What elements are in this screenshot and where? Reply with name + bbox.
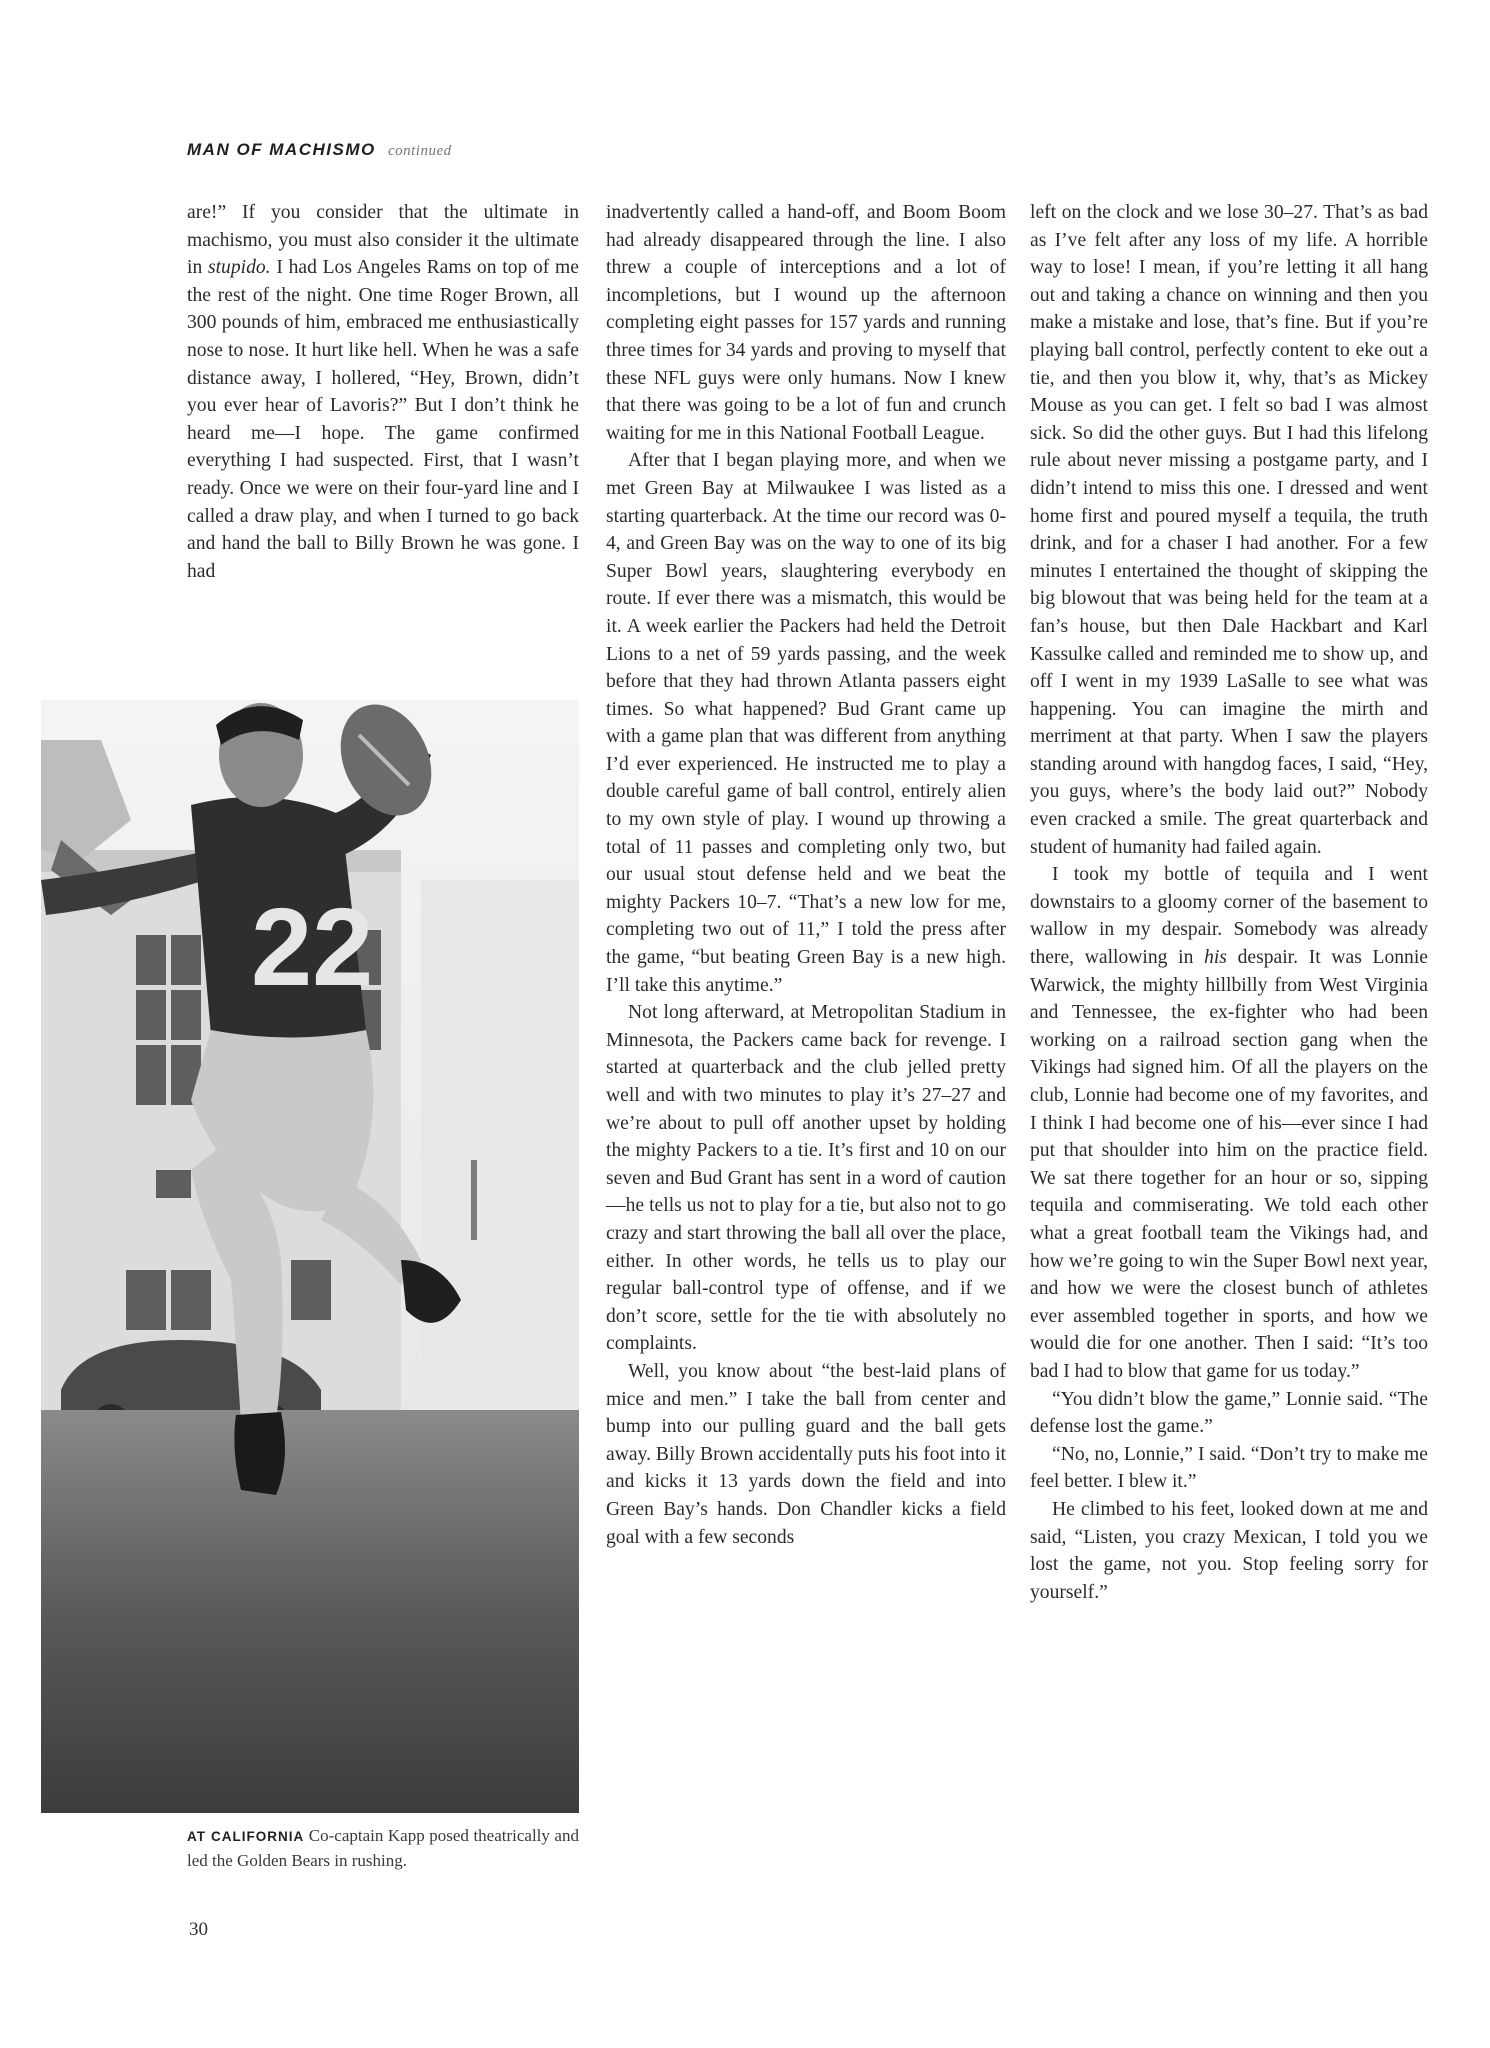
text-run: are!” If you consider that the ultimate in machismo, you must also consider it the ultimate in: [187, 202, 579, 279]
caption-text: Co-captain Kapp posed theatrically and led the Golden Bears in rushing.: [187, 1826, 579, 1870]
article-column-1: [187, 199, 579, 585]
paragraph: Well, you know about “the best-laid plans of mice and men.” I take the ball from center and bump into our pulling guard and the ball gets away. Billy Brown accidentally puts his foot into it and kicks it 13 yards down the field and into Green Bay’s hands. Don Chandler kicks a field goal with a few seconds: [606, 1360, 1006, 1548]
text-run: I took my bottle of tequila and I went downstairs to a gloomy corner of the basement to wallow in my despair. Somebody was already there, wallowing in: [1030, 864, 1428, 969]
paragraph: left on the clock and we lose 30–27. That’s as bad as I’ve felt after any loss of my life. A horrible way to lose! I mean, if you’re letting it all hang out and taking a chance on winning and then you make a mistake and lose, that’s fine. But if you’re playing ball control, perfectly content to eke out a tie, and then you blow it, why, that’s as Mickey Mouse as you can get. I felt so bad I was almost sick. So did the other guys. But I had this lifelong rule about never missing a postgame party, and I didn’t intend to miss this one. I dressed and went home first and poured myself a tequila, the truth drink, and for a chaser I had another. For a few minutes I entertained the thought of skipping the big blowout that was being held for the team at a fan’s house, but then Dale Hackbart and Karl Kassulke called and reminded me to show up, and off I went in my 1939 LaSalle to see what was happening. You can imagine the mirth and merriment at that party. When I saw the players standing around with hangdog faces, I said, “Hey, you guys, where’s the body laid out?” Nobody even cracked a smile. The great quarterback and student of humanity had failed again.: [1030, 202, 1428, 858]
football-player-photo: [41, 700, 579, 1813]
paragraph: He climbed to his feet, looked down at me and said, “Listen, you crazy Mexican, I told you we lost the game, not you. Stop feeling sorry for yourself.”: [1030, 1498, 1428, 1603]
paragraph: “You didn’t blow the game,” Lonnie said. “The defense lost the game.”: [1030, 1388, 1428, 1438]
article-column-3: [1030, 199, 1428, 1606]
text-run: I had Los Angeles Rams on top of me the rest of the night. One time Roger Brown, all 300 pounds of him, embraced me enthusiastically nose to nose. It hurt like hell. When he was a safe distance away, I hollered, “Hey, Brown, didn’t you ever hear of Lavoris?” But I don’t think he heard me—I hope. The game confirmed everything I had suspected. First, that I wasn’t ready. Once we were on their four-yard line and I called a draw play, and when I turned to go back and hand the ball to Billy Brown he was gone. I had: [187, 257, 579, 582]
paragraph: Not long afterward, at Metropolitan Stadium in Minnesota, the Packers came back for revenge. I started at quarterback and the club jelled pretty well and with two minutes to play it’s 27–27 and we’re about to pull off another upset by holding the mighty Packers to a tie. It’s first and 10 on our seven and Bud Grant has sent in a word of caution—he tells us not to play for a tie, but also not to go crazy and start throwing the ball all over the place, either. In other words, he tells us to play our regular ball-control type of offense, and if we don’t score, settle for the tie with absolutely no complaints.: [606, 1002, 1006, 1355]
paragraph: inadvertently called a hand-off, and Boom Boom had already disappeared through the line. I also threw a couple of interceptions and a lot of incompletions, but I wound up the afternoon completing eight passes for 157 yards and running three times for 34 yards and proving to myself that these NFL guys were only humans. Now I knew that there was going to be a lot of fun and crunch waiting for me in this National Football League.: [606, 202, 1006, 444]
running-head-continued: continued: [387, 143, 452, 159]
caption-lead: AT CALIFORNIA: [187, 1829, 305, 1844]
running-head: [187, 140, 452, 160]
jersey-number: 22: [251, 886, 374, 1009]
paragraph: [1030, 861, 1428, 1385]
running-head-title: MAN OF MACHISMO: [187, 140, 376, 159]
text-run: despair. It was Lonnie Warwick, the mighty hillbilly from West Virginia and Tennessee, the ex-fighter who had been working on a railroad section gang when the Vikings had signed him. Of all the players on the club, Lonnie had become one of my favorites, and I think I had become one of his—ever since I had put that shoulder into him on the practice field. We sat there together for an hour or so, sipping tequila and commiserating. We told each other what a great football team the Vikings had, and how we’re going to win the Super Bowl next year, and how we were the closest bunch of athletes ever assembled together in sports, and how we would die for one another. Then I said: “It’s too bad I had to blow that game for us today.”: [1030, 947, 1428, 1382]
photo-caption: [187, 1824, 579, 1873]
paragraph: [187, 199, 579, 585]
emphasis-text: stupido.: [207, 257, 271, 279]
article-column-2: [606, 199, 1006, 1551]
emphasis-text: his: [1204, 947, 1227, 969]
page-number: 30: [189, 1919, 208, 1940]
paragraph: “No, no, Lonnie,” I said. “Don’t try to make me feel better. I blew it.”: [1030, 1443, 1428, 1493]
paragraph: After that I began playing more, and when we met Green Bay at Milwaukee I was listed as a starting quarterback. At the time our record was 0-4, and Green Bay was on the way to one of its big Super Bowl years, slaughtering everybody en route. If ever there was a mismatch, this would be it. A week earlier the Packers had held the Detroit Lions to a net of 59 yards passing, and the week before that they had thrown Atlanta passers eight times. So what happened? Bud Grant came up with a game plan that was different from anything I’d ever experienced. He instructed me to play a double careful game of ball control, entirely alien to my own style of play. I wound up throwing a total of 11 passes and completing only two, but our usual stout defense held and we beat the mighty Packers 10–7. “That’s a new low for me, completing two out of 11,” I told the press after the game, “but beating Green Bay is a new high. I’ll take this anytime.”: [606, 450, 1006, 996]
